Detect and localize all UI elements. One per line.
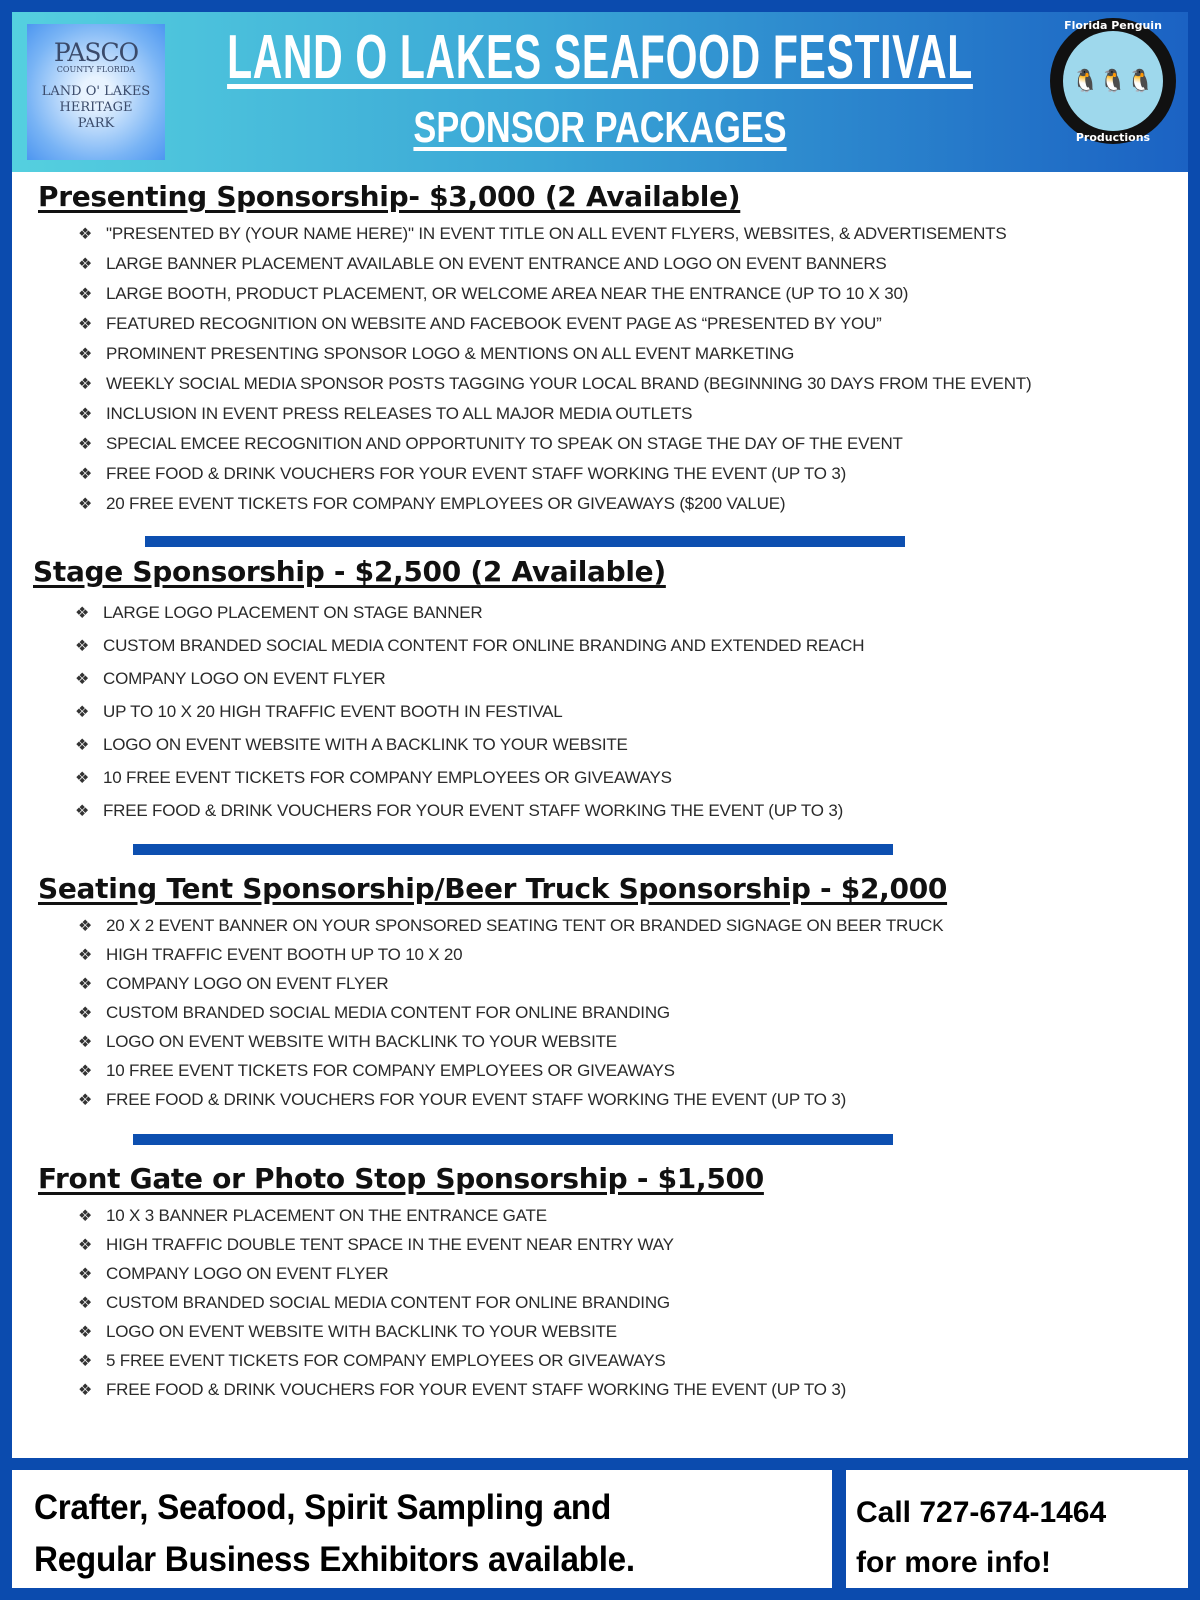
benefit-item — [78, 399, 1188, 429]
diamond-bullet-icon: ❖ — [78, 436, 93, 453]
diamond-bullet-icon: ❖ — [78, 496, 93, 513]
benefit-text: LOGO ON EVENT WEBSITE WITH A BACKLINK TO YOUR WEBSITE — [103, 734, 628, 754]
section-divider — [133, 1134, 893, 1145]
diamond-bullet-icon: ❖ — [75, 670, 90, 688]
benefit-text: SPECIAL EMCEE RECOGNITION AND OPPORTUNITY TO SPEAK ON STAGE THE DAY OF THE EVENT — [106, 434, 903, 453]
benefit-text: 20 X 2 EVENT BANNER ON YOUR SPONSORED SEATING TENT OR BRANDED SIGNAGE ON BEER TRUCK — [106, 915, 944, 935]
benefit-text: "PRESENTED BY (YOUR NAME HERE)" IN EVENT TITLE ON ALL EVENT FLYERS, WEBSITES, & ADVERTISEMENTS — [106, 224, 1007, 243]
contact-text: for more info! — [856, 1546, 1051, 1579]
benefit-item — [78, 1317, 1188, 1346]
benefit-list — [78, 911, 1188, 1114]
diamond-bullet-icon: ❖ — [75, 637, 90, 655]
diamond-bullet-icon: ❖ — [78, 286, 93, 303]
benefit-item — [75, 662, 1183, 695]
benefit-text: 10 FREE EVENT TICKETS FOR COMPANY EMPLOYEES OR GIVEAWAYS — [106, 1060, 675, 1080]
benefit-item — [78, 219, 1188, 249]
benefit-list — [78, 219, 1188, 519]
benefit-item — [78, 249, 1188, 279]
benefit-list — [75, 596, 1183, 827]
logo-text: HERITAGE — [59, 100, 133, 115]
diamond-bullet-icon: ❖ — [78, 1062, 93, 1080]
benefit-item — [75, 596, 1183, 629]
diamond-bullet-icon: ❖ — [78, 466, 93, 483]
benefit-text: LARGE LOGO PLACEMENT ON STAGE BANNER — [103, 602, 483, 622]
diamond-bullet-icon: ❖ — [78, 376, 93, 393]
page-subtitle: SPONSOR PACKAGES — [413, 103, 787, 152]
content-panel — [12, 172, 1188, 1458]
exhibitors-text: Crafter, Seafood, Spirit Sampling and — [34, 1488, 611, 1527]
benefit-text: LOGO ON EVENT WEBSITE WITH BACKLINK TO YOUR WEBSITE — [106, 1031, 617, 1051]
benefit-text: COMPANY LOGO ON EVENT FLYER — [103, 668, 386, 688]
diamond-bullet-icon: ❖ — [78, 975, 93, 993]
benefit-text: INCLUSION IN EVENT PRESS RELEASES TO ALL MAJOR MEDIA OUTLETS — [106, 404, 693, 423]
section-divider — [133, 844, 893, 855]
diamond-bullet-icon: ❖ — [75, 703, 90, 721]
diamond-bullet-icon: ❖ — [78, 1004, 93, 1022]
benefit-text: COMPANY LOGO ON EVENT FLYER — [106, 1263, 389, 1283]
logo-text: Florida Penguin — [1064, 19, 1162, 32]
benefit-item — [75, 695, 1183, 728]
diamond-bullet-icon: ❖ — [75, 604, 90, 622]
diamond-bullet-icon: ❖ — [78, 1381, 93, 1399]
benefit-item — [78, 489, 1188, 519]
diamond-bullet-icon: ❖ — [78, 406, 93, 423]
benefit-item — [78, 969, 1188, 998]
exhibitors-callout — [12, 1470, 832, 1588]
benefit-text: COMPANY LOGO ON EVENT FLYER — [106, 973, 389, 993]
benefit-text: FREE FOOD & DRINK VOUCHERS FOR YOUR EVENT STAFF WORKING THE EVENT (UP TO 3) — [106, 1089, 847, 1109]
benefit-item — [78, 1201, 1188, 1230]
benefit-text: 5 FREE EVENT TICKETS FOR COMPANY EMPLOYEES OR GIVEAWAYS — [106, 1350, 666, 1370]
diamond-bullet-icon: ❖ — [78, 1294, 93, 1312]
benefit-text: FREE FOOD & DRINK VOUCHERS FOR YOUR EVENT STAFF WORKING THE EVENT (UP TO 3) — [106, 464, 847, 483]
benefit-item — [78, 940, 1188, 969]
diamond-bullet-icon: ❖ — [78, 1091, 93, 1109]
diamond-bullet-icon: ❖ — [78, 1207, 93, 1225]
benefit-text: HIGH TRAFFIC DOUBLE TENT SPACE IN THE EVENT NEAR ENTRY WAY — [106, 1234, 674, 1254]
seating-tent-sponsorship-section — [38, 872, 1188, 1114]
stage-sponsorship-section — [33, 555, 1183, 827]
diamond-bullet-icon: ❖ — [78, 226, 93, 243]
pasco-heritage-park-logo — [27, 24, 165, 160]
presenting-sponsorship-section — [38, 180, 1188, 519]
diamond-bullet-icon: ❖ — [78, 316, 93, 333]
benefit-text: FEATURED RECOGNITION ON WEBSITE AND FACEBOOK EVENT PAGE AS “PRESENTED BY YOU” — [106, 314, 882, 333]
benefit-item — [78, 309, 1188, 339]
benefit-text: FREE FOOD & DRINK VOUCHERS FOR YOUR EVENT STAFF WORKING THE EVENT (UP TO 3) — [103, 800, 844, 820]
logo-text: PASCO — [53, 38, 139, 67]
florida-penguin-productions-logo — [1050, 18, 1176, 144]
benefit-text: FREE FOOD & DRINK VOUCHERS FOR YOUR EVENT STAFF WORKING THE EVENT (UP TO 3) — [106, 1379, 847, 1399]
section-heading: Seating Tent Sponsorship/Beer Truck Sponsorship - $2,000 — [38, 872, 948, 905]
benefit-text: 20 FREE EVENT TICKETS FOR COMPANY EMPLOYEES OR GIVEAWAYS ($200 VALUE) — [106, 494, 786, 513]
diamond-bullet-icon: ❖ — [78, 946, 93, 964]
benefit-item — [78, 1375, 1188, 1404]
benefit-text: LOGO ON EVENT WEBSITE WITH BACKLINK TO YOUR WEBSITE — [106, 1321, 617, 1341]
diamond-bullet-icon: ❖ — [78, 256, 93, 273]
benefit-item — [78, 1230, 1188, 1259]
benefit-item — [78, 911, 1188, 940]
benefit-text: 10 FREE EVENT TICKETS FOR COMPANY EMPLOYEES OR GIVEAWAYS — [103, 767, 672, 787]
section-heading: Stage Sponsorship - $2,500 (2 Available) — [33, 555, 666, 588]
benefit-text: HIGH TRAFFIC EVENT BOOTH UP TO 10 X 20 — [106, 944, 463, 964]
benefit-item — [75, 629, 1183, 662]
benefit-item — [75, 794, 1183, 827]
exhibitors-text: Regular Business Exhibitors available. — [34, 1540, 635, 1579]
benefit-text: CUSTOM BRANDED SOCIAL MEDIA CONTENT FOR ONLINE BRANDING — [106, 1002, 670, 1022]
logo-text: LAND O' LAKES — [41, 84, 151, 99]
diamond-bullet-icon: ❖ — [78, 1323, 93, 1341]
diamond-bullet-icon: ❖ — [78, 1033, 93, 1051]
contact-callout — [846, 1470, 1188, 1588]
benefit-text: LARGE BANNER PLACEMENT AVAILABLE ON EVENT ENTRANCE AND LOGO ON EVENT BANNERS — [106, 254, 887, 273]
diamond-bullet-icon: ❖ — [78, 1265, 93, 1283]
diamond-bullet-icon: ❖ — [78, 1352, 93, 1370]
benefit-item — [78, 429, 1188, 459]
benefit-text: LARGE BOOTH, PRODUCT PLACEMENT, OR WELCOME AREA NEAR THE ENTRANCE (UP TO 10 X 30) — [106, 284, 909, 303]
benefit-item — [78, 459, 1188, 489]
benefit-item — [78, 1259, 1188, 1288]
penguin-icon: 🐧🐧🐧 — [1063, 31, 1163, 131]
diamond-bullet-icon: ❖ — [75, 736, 90, 754]
benefit-item — [75, 761, 1183, 794]
benefit-text: WEEKLY SOCIAL MEDIA SPONSOR POSTS TAGGING YOUR LOCAL BRAND (BEGINNING 30 DAYS FROM THE EVENT) — [106, 374, 1032, 393]
benefit-item — [78, 1346, 1188, 1375]
benefit-item — [78, 1085, 1188, 1114]
benefit-item — [78, 1027, 1188, 1056]
benefit-item — [78, 369, 1188, 399]
benefit-text: PROMINENT PRESENTING SPONSOR LOGO & MENTIONS ON ALL EVENT MARKETING — [106, 344, 795, 363]
diamond-bullet-icon: ❖ — [75, 769, 90, 787]
benefit-text: CUSTOM BRANDED SOCIAL MEDIA CONTENT FOR ONLINE BRANDING AND EXTENDED REACH — [103, 635, 865, 655]
logo-text: Productions — [1075, 131, 1151, 144]
front-gate-sponsorship-section — [38, 1162, 1188, 1404]
phone-number[interactable]: Call 727-674-1464 — [856, 1496, 1107, 1529]
benefit-item — [78, 279, 1188, 309]
diamond-bullet-icon: ❖ — [78, 346, 93, 363]
benefit-text: 10 X 3 BANNER PLACEMENT ON THE ENTRANCE GATE — [106, 1205, 547, 1225]
benefit-item — [78, 1056, 1188, 1085]
section-heading: Presenting Sponsorship- $3,000 (2 Available) — [38, 180, 741, 213]
diamond-bullet-icon: ❖ — [75, 802, 90, 820]
page-title: LAND O LAKES SEAFOOD FESTIVAL — [227, 23, 973, 92]
benefit-text: CUSTOM BRANDED SOCIAL MEDIA CONTENT FOR ONLINE BRANDING — [106, 1292, 670, 1312]
benefit-text: UP TO 10 X 20 HIGH TRAFFIC EVENT BOOTH IN FESTIVAL — [103, 701, 563, 721]
benefit-item — [75, 728, 1183, 761]
benefit-item — [78, 339, 1188, 369]
section-divider — [145, 536, 905, 547]
logo-text: PARK — [77, 116, 115, 131]
benefit-list — [78, 1201, 1188, 1404]
diamond-bullet-icon: ❖ — [78, 1236, 93, 1254]
logo-text: COUNTY FLORIDA — [56, 65, 136, 74]
diamond-bullet-icon: ❖ — [78, 917, 93, 935]
benefit-item — [78, 1288, 1188, 1317]
benefit-item — [78, 998, 1188, 1027]
section-heading: Front Gate or Photo Stop Sponsorship - $1,500 — [38, 1162, 764, 1195]
